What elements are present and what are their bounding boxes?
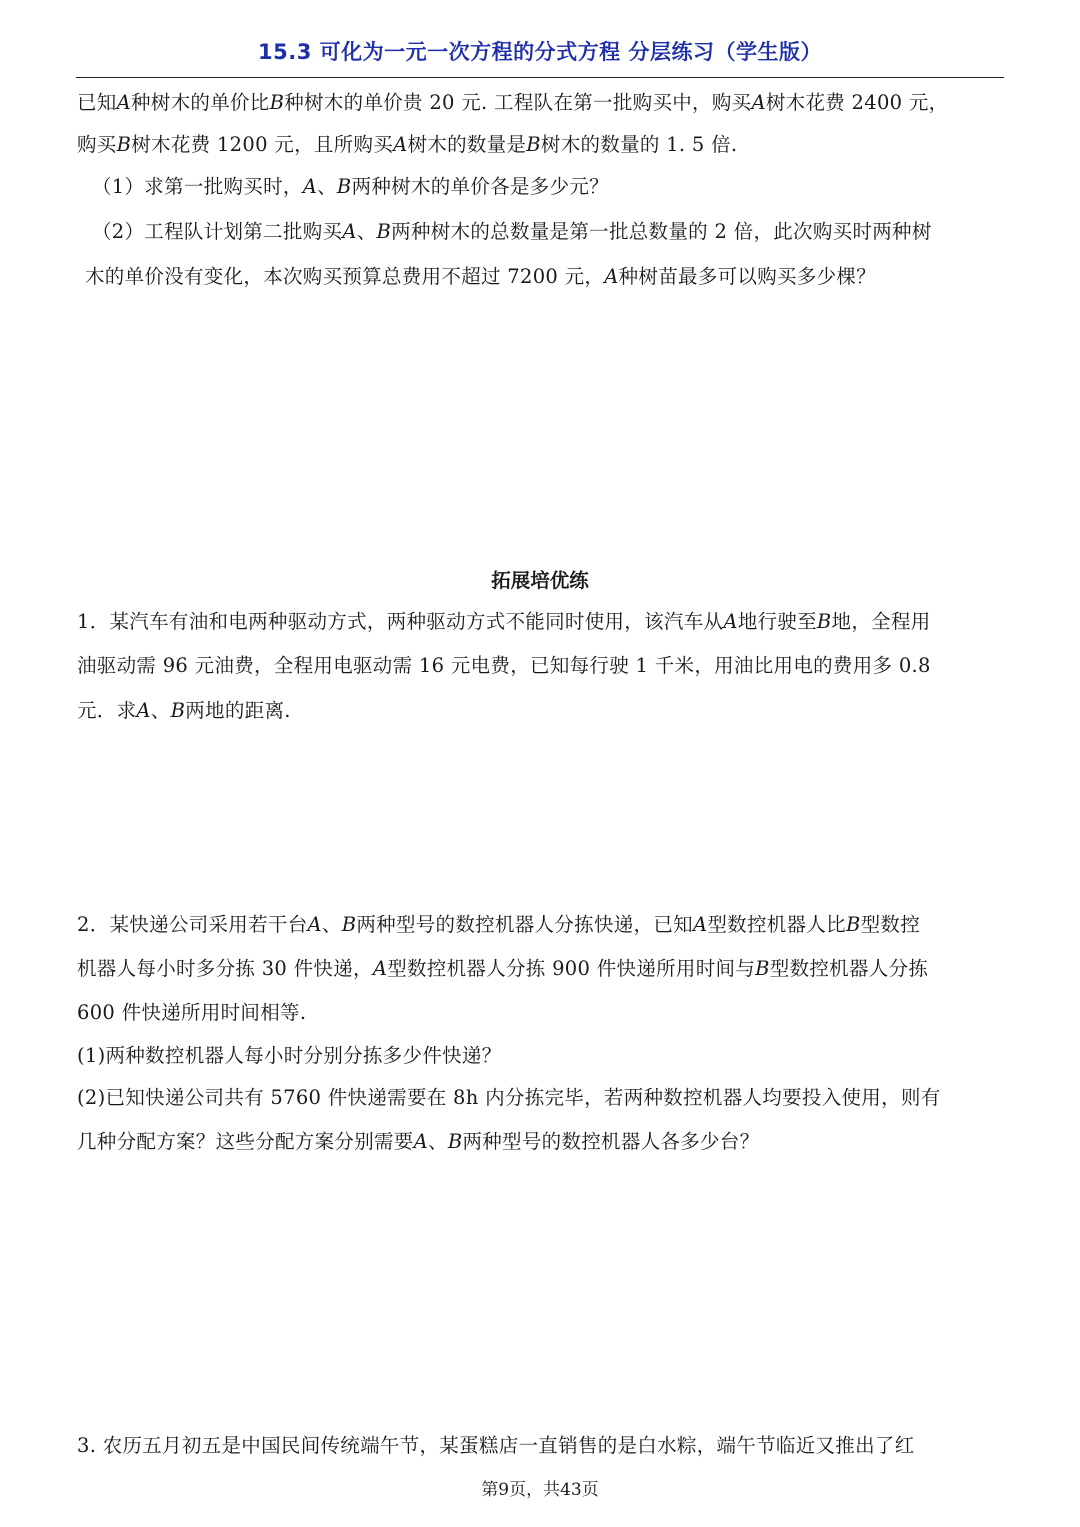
problem-3-line-1: 3. 农历五月初五是中国民间传统端午节，某蛋糕店一直销售的是白水粽，端午节临近又推出了红 [77,1434,915,1457]
text: （1）求第一批购买时， [92,175,303,198]
section-title: 拓展培优练 [491,569,589,592]
document-header-title: 15.3 可化为一元一次方程的分式方程 分层练习（学生版） [258,40,822,64]
variable: A [751,91,766,114]
text: 种树木的单价贵 20 元. 工程队在第一批购买中，购买 [284,91,752,114]
text: 、 [321,913,342,936]
text: 树木的数量是 [407,133,527,156]
variable: A [302,175,318,198]
variable: A [372,957,388,980]
prev-problem-question-2 [92,218,1022,246]
problem-2-line-1 [77,911,1007,939]
text: 、 [317,175,337,198]
problem-2-question-2: (2)已知快递公司共有 5760 件快递需要在 8h 内分拣完毕，若两种数控机器人均要投入使用，则有 [77,1086,941,1109]
text: 元．求 [77,699,137,722]
variable: B [116,133,132,156]
text: 种树木的单价比 [131,91,270,114]
text: 两种树木的单价各是多少元？ [351,175,609,198]
text: 型数控机器人分拣 [769,957,929,980]
variable: B [269,91,285,114]
variable: A [116,91,131,114]
text: 两种树木的总数量是第一批总数量的 2 倍，此次购买时两种树 [391,220,932,243]
text: 两地的距离. [185,699,291,722]
text: 型数控 [860,913,921,936]
variable: A [136,699,151,722]
variable: B [341,913,357,936]
text: 机器人每小时多分拣 30 件快递， [77,957,373,980]
variable: B [170,699,186,722]
variable: B [376,220,392,243]
text: 购买 [77,133,117,156]
text: 两种型号的数控机器人分拣快递，已知 [356,913,693,936]
text: 1．某汽车有油和电两种驱动方式，两种驱动方式不能同时使用，该汽车从 [77,610,724,633]
text: 2．某快递公司采用若干台 [77,913,308,936]
text: 几种分配方案？这些分配方案分别需要 [77,1130,414,1153]
variable: B [816,610,832,633]
variable: B [526,133,541,156]
text: 型数控机器人比 [707,913,846,936]
variable: B [447,1130,463,1153]
prev-problem-line-1 [77,89,1007,117]
text: 木的单价没有变化，本次购买预算总费用不超过 7200 元， [85,265,605,288]
problem-2-question-2-cont [77,1128,1007,1156]
text: 种树苗最多可以购买多少棵？ [618,265,877,288]
text: 已知 [77,91,117,114]
page-number-footer: 第9页，共43页 [481,1480,599,1500]
variable: B [845,913,861,936]
variable: A [692,913,708,936]
header-divider [76,77,1004,78]
problem-1-line-3 [77,697,1007,725]
problem-1-line-1 [77,608,1007,636]
text: 型数控机器人分拣 900 件快递所用时间与 [387,957,756,980]
problem-2-line-2 [77,955,1007,983]
variable: A [342,220,357,243]
variable: A [307,913,322,936]
problem-1-line-2: 油驱动需 96 元油费，全程用电驱动需 16 元电费，已知每行驶 1 千米，用油比用电的费用多 0.8 [77,654,931,677]
text: 、 [428,1130,448,1153]
text: 树木花费 1200 元，且所购买 [131,133,394,156]
text: 两种型号的数控机器人各多少台？ [462,1130,760,1153]
variable: B [336,175,352,198]
variable: B [755,957,770,980]
text: 树木花费 2400 元， [765,91,949,114]
problem-2-line-3: 600 件快递所用时间相等. [77,1001,307,1024]
variable: A [723,610,738,633]
variable: A [604,265,619,288]
text: 、 [356,220,377,243]
variable: A [393,133,408,156]
prev-problem-line-2 [77,131,1007,159]
text: （2）工程队计划第二批购买 [92,220,343,243]
prev-problem-question-2-cont [85,263,1015,291]
variable: A [413,1130,428,1153]
text: 地，全程用 [831,610,931,633]
prev-problem-question-1 [92,173,1022,201]
problem-2-question-1: (1)两种数控机器人每小时分别分拣多少件快递？ [77,1044,502,1067]
text: 树木的数量的 1. 5 倍. [540,133,738,156]
text: 、 [150,699,171,722]
text: 地行驶至 [737,610,817,633]
